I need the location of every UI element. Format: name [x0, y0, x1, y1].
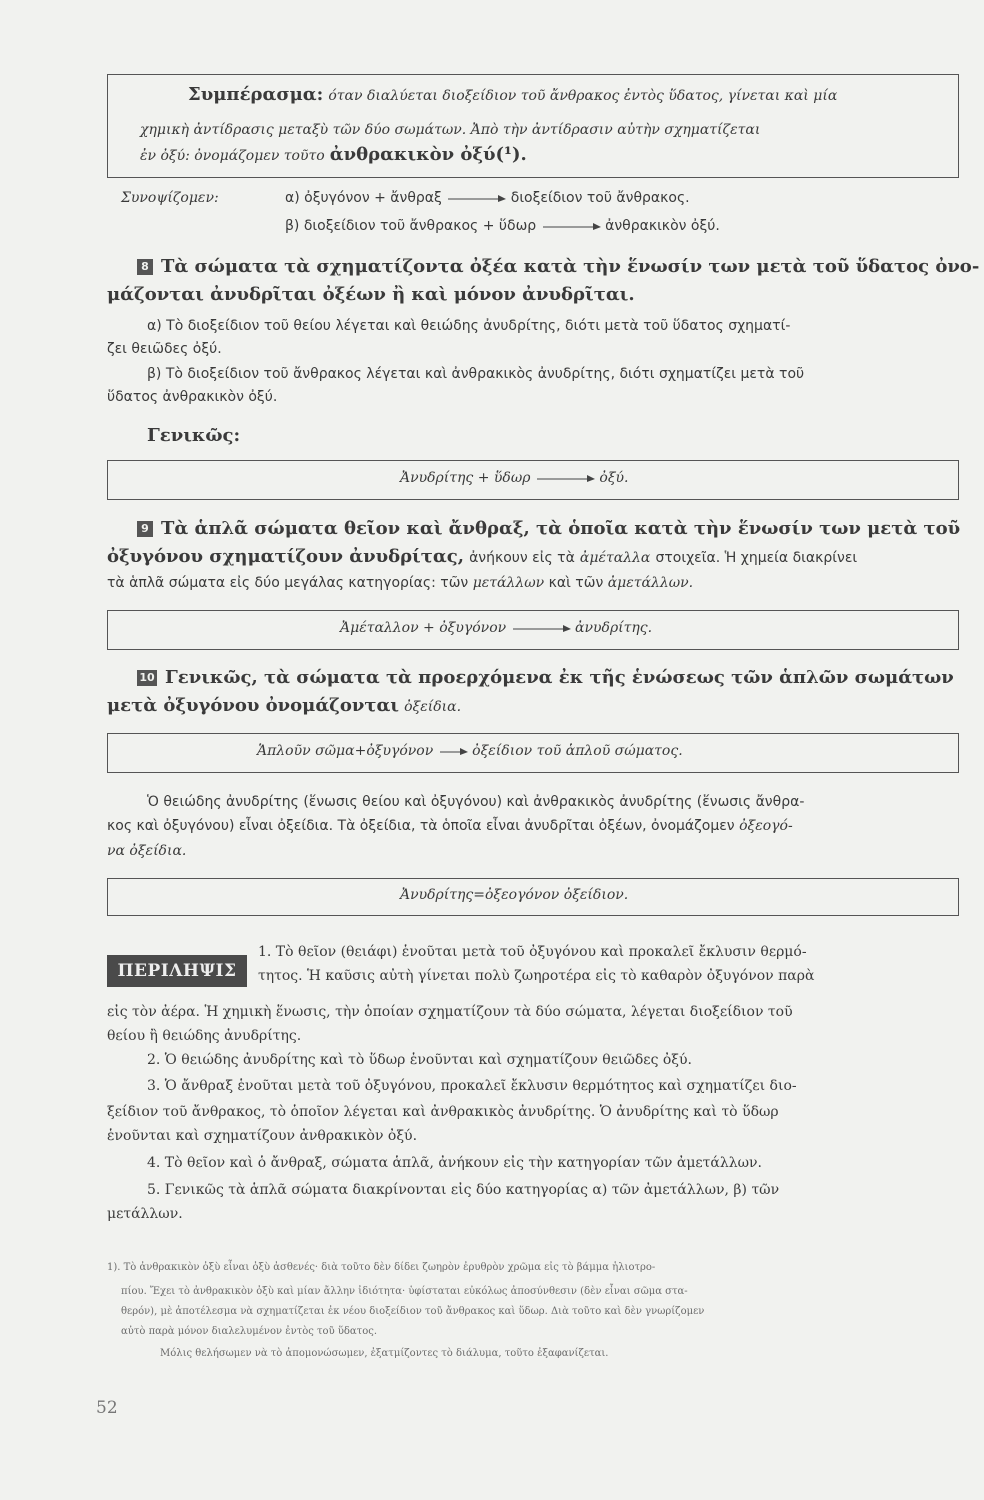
formula-4: Ἀνυδρίτης=ὀξεογόνον ὀξείδιον. — [400, 887, 629, 903]
summary-badge: ΠΕΡΙΛΗΨΙΣ — [107, 955, 247, 987]
summary-item-3-line-3: ἑνοῦνται καὶ σχηματίζουν ἀνθρακικὸν ὀξύ. — [107, 1128, 418, 1144]
formula-2: Ἀμέταλλον + ὀξυγόνον ἀνυδρίτης. — [340, 620, 653, 636]
section-10-para-line-1: Ὁ θειώδης ἀνυδρίτης (ἕνωσις θείου καὶ ὀξυγόνου) καὶ ἀνθρακικὸς ἀνυδρίτης (ἕνωσις ἄνθρα- — [147, 794, 805, 810]
formula-3: Ἁπλοῦν σῶμα+ὀξυγόνον ὀξείδιον τοῦ ἁπλοῦ σώματος. — [257, 743, 683, 759]
section-number-badge: 8 — [137, 259, 153, 275]
summary-item-1-line-2: τητος. Ἡ καῦσις αὐτὴ γίνεται πολὺ ζωηροτέρα εἰς τὸ καθαρὸν ὀξυγόνον παρὰ — [258, 968, 815, 984]
summary-item-4: 4. Τὸ θεῖον καὶ ὁ ἄνθραξ, σώματα ἁπλᾶ, ἀνήκουν εἰς τὴν κατηγορίαν τῶν ἀμετάλλων. — [147, 1155, 763, 1171]
section-number-badge: 10 — [137, 670, 157, 686]
section-8-a-line-1: α) Τὸ διοξείδιον τοῦ θείου λέγεται καὶ θειώδης ἀνυδρίτης, διότι μετὰ τοῦ ὕδατος σχηματί- — [147, 318, 791, 334]
arrow-icon — [541, 221, 601, 231]
footnote-line-3: θερόν), μὲ ἀποτέλεσμα νὰ σχηματίζεται ἐκ νέου διοξείδιον τοῦ ἄνθρακος καὶ ὕδωρ. Διὰ τοῦτο καὶ δὲν γνωρίζομεν — [121, 1306, 705, 1317]
section-9-line-3: τὰ ἁπλᾶ σώματα εἰς δύο μεγάλας κατηγορίας: τῶν μετάλλων καὶ τῶν ἀμετάλλων. — [107, 575, 694, 591]
footnote-line-2: πίου. Ἔχει τὸ ἀνθρακικὸν ὀξὺ καὶ μίαν ἄλλην ἰδιότητα· ὑφίσταται εὐκόλως ἀποσύνθεσιν (δὲν εἶναι σῶμα στα- — [121, 1286, 688, 1297]
section-8-heading-1: 8 Τὰ σώματα τὰ σχηματίζοντα ὀξέα κατὰ τὴν ἕνωσίν των μετὰ τοῦ ὕδατος ὀνο- — [137, 256, 979, 277]
summary-item-3-line-2: ξείδιον τοῦ ἄνθρακος, τὸ ὁποῖον λέγεται καὶ ἀνθρακικὸς ἀνυδρίτης. Ὁ ἀνυδρίτης καὶ τὸ ὕδωρ — [107, 1104, 779, 1120]
arrow-icon — [438, 746, 468, 756]
summary-item-1-line-4: θείου ἢ θειώδης ἀνυδρίτης. — [107, 1028, 302, 1044]
conclusion-label: Συμπέρασμα: — [188, 84, 324, 105]
section-9-heading-1: 9 Τὰ ἁπλᾶ σώματα θεῖον καὶ ἄνθραξ, τὰ ὁποῖα κατὰ τὴν ἕνωσίν των μετὰ τοῦ — [137, 518, 960, 539]
arrow-icon — [535, 473, 595, 483]
summary-label: Συνοψίζομεν: — [121, 190, 219, 206]
page-number: 52 — [96, 1398, 118, 1418]
footnote-line-1: 1). Τὸ ἀνθρακικὸν ὀξὺ εἶναι ὀξὺ ἀσθενές· διὰ τοῦτο δὲν δίδει ζωηρὸν ἐρυθρὸν χρῶμα εἰς τὸ βάμμα ἡλιοτρο- — [107, 1262, 656, 1273]
section-10-para-line-2: κος καὶ ὀξυγόνου) εἶναι ὀξείδια. Τὰ ὀξείδια, τὰ ὁποῖα εἶναι ἀνυδρῖται ὀξέων, ὀνομάζομεν ὀξεογό- — [107, 818, 793, 834]
general-label: Γενικῶς: — [147, 425, 241, 446]
section-8-b-line-2: ὕδατος ἀνθρακικὸν ὀξύ. — [107, 389, 278, 405]
section-10-para-line-3: να ὀξείδια. — [107, 843, 187, 859]
summary-item-5-line-2: μετάλλων. — [107, 1206, 183, 1222]
section-10-heading-2: μετὰ ὀξυγόνου ὀνομάζονται ὀξείδια. — [107, 695, 462, 716]
section-number-badge: 9 — [137, 521, 153, 537]
reaction-a: α) ὀξυγόνον + ἄνθραξ διοξείδιον τοῦ ἄνθρακος. — [285, 190, 690, 206]
arrow-icon — [511, 623, 571, 633]
section-10-heading-1: 10 Γενικῶς, τὰ σώματα τὰ προερχόμενα ἐκ τῆς ἑνώσεως τῶν ἁπλῶν σωμάτων — [137, 667, 954, 688]
conclusion-line-3: ἐν ὀξύ: ὀνομάζομεν τοῦτο ἀνθρακικὸν ὀξύ(¹). — [140, 144, 527, 165]
summary-item-1-line-3: εἰς τὸν ἀέρα. Ἡ χημικὴ ἕνωσις, τὴν ὁποίαν σχηματίζουν τὰ δύο σώματα, λέγεται διοξείδιον τοῦ — [107, 1004, 793, 1020]
summary-item-2: 2. Ὁ θειώδης ἀνυδρίτης καὶ τὸ ὕδωρ ἑνοῦνται καὶ σχηματίζουν θειῶδες ὀξύ. — [147, 1052, 692, 1068]
reaction-b: β) διοξείδιον τοῦ ἄνθρακος + ὕδωρ ἀνθρακικὸν ὀξύ. — [285, 218, 720, 234]
conclusion-line-2: χημικὴ ἀντίδρασις μεταξὺ τῶν δύο σωμάτων. Ἀπὸ τὴν ἀντίδρασιν αὐτὴν σχηματίζεται — [140, 122, 761, 138]
footnote-line-5: Μόλις θελήσωμεν νὰ τὸ ἀπομονώσωμεν, ἐξατμίζοντες τὸ διάλυμα, τοῦτο ἐξαφανίζεται. — [160, 1348, 609, 1359]
section-9-line-2: ὀξυγόνου σχηματίζουν ἀνυδρίτας, ἀνήκουν εἰς τὰ ἀμέταλλα στοιχεῖα. Ἡ χημεία διακρίνει — [107, 546, 858, 567]
summary-item-3-line-1: 3. Ὁ ἄνθραξ ἑνοῦται μετὰ τοῦ ὀξυγόνου, προκαλεῖ ἔκλυσιν θερμότητος καὶ σχηματίζει διο- — [147, 1078, 797, 1094]
arrow-icon — [446, 193, 506, 203]
conclusion-line-1: Συμπέρασμα: όταν διαλύεται διοξείδιον τοῦ ἄνθρακος ἐντὸς ὕδατος, γίνεται καὶ μία — [188, 84, 838, 105]
formula-1: Ἀνυδρίτης + ὕδωρ ὀξύ. — [400, 470, 629, 486]
section-8-b-line-1: β) Τὸ διοξείδιον τοῦ ἄνθρακος λέγεται καὶ ἀνθρακικὸς ἀνυδρίτης, διότι σχηματίζει μετὰ τοῦ — [147, 366, 805, 382]
summary-item-1-line-1: 1. Τὸ θεῖον (θειάφι) ἑνοῦται μετὰ τοῦ ὀξυγόνου καὶ προκαλεῖ ἔκλυσιν θερμό- — [258, 944, 807, 960]
section-8-a-line-2: ζει θειῶδες ὀξύ. — [107, 341, 222, 357]
footnote-line-4: αὐτὸ παρὰ μόνον διαλελυμένον ἐντὸς τοῦ ὕδατος. — [121, 1326, 378, 1337]
summary-item-5-line-1: 5. Γενικῶς τὰ ἁπλᾶ σώματα διακρίνονται εἰς δύο κατηγορίας α) τῶν ἀμετάλλων, β) τῶν — [147, 1182, 780, 1198]
section-8-heading-2: μάζονται ἀνυδρῖται ὀξέων ἢ καὶ μόνον ἀνυδρῖται. — [107, 284, 635, 305]
